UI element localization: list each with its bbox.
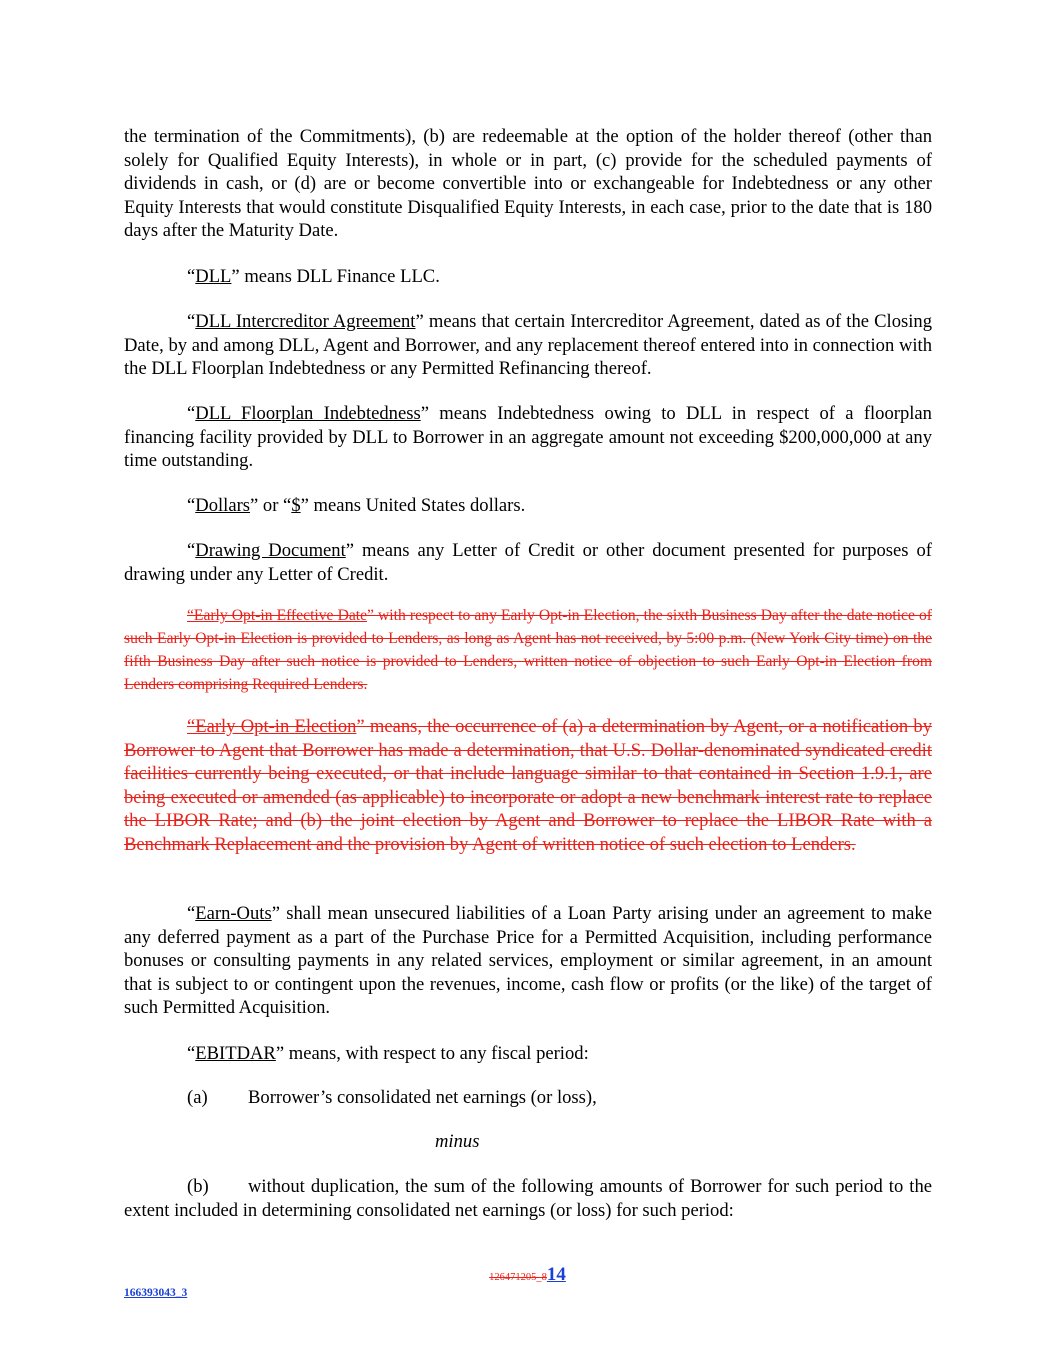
minus-operator: minus: [435, 1131, 480, 1152]
open-quote: “: [187, 266, 196, 287]
definition-drawing-document: “Drawing Document” means any Letter of Credit or other document presented for purposes of drawing under any Letter of Credit.: [124, 540, 932, 585]
defined-term: EBITDAR: [195, 1043, 276, 1064]
open-quote: “: [187, 495, 196, 516]
definition-early-opt-in-effective-date-deleted: “Early Opt-in Effective Date” with respect to any Early Opt-in Election, the sixth Business Day after the date notice of such Early Opt-in Election is provided to Lenders, as long as Agent has not received, by 5:00 p.m. (New York City time) on the fifth Business Day after such notice is provided to Lenders, written notice of objection to such Early Opt-in Election from Lenders comprising Required Lenders.: [124, 607, 932, 693]
open-quote: “: [187, 1043, 196, 1064]
defined-term: “Early Opt-in Effective Date: [187, 607, 368, 624]
defined-term: DLL Intercreditor Agreement: [195, 311, 416, 332]
defined-term: Earn-Outs: [195, 903, 272, 924]
list-label: (b): [187, 1176, 209, 1197]
definition-earn-outs: “Earn-Outs” shall mean unsecured liabilities of a Loan Party arising under an agreement to make any deferred payment as a part of the Purchase Price for a Permitted Acquisition, including performance bonuses or consulting payments in any related services, employment or similar agreement, in an amount that is subject to or contingent upon the revenues, income, cash flow or profits (or the like) of the target of such Permitted Acquisition.: [124, 903, 932, 1019]
open-quote: “: [187, 403, 196, 424]
definition-dll: “DLL” means DLL Finance LLC.: [187, 266, 440, 287]
definition-dollars: “Dollars” or “$” means United States dollars.: [187, 495, 526, 516]
list-label: (a): [187, 1087, 208, 1108]
definition-ebitdar: “EBITDAR” means, with respect to any fiscal period:: [187, 1043, 589, 1064]
definition-dll-floorplan-indebtedness: “DLL Floorplan Indebtedness” means Indebtedness owing to DLL in respect of a floorplan financing facility provided by DLL to Borrower in an aggregate amount not exceeding $200,000,000 at any time outstanding.: [124, 403, 932, 472]
new-page-number-inserted: 14: [546, 1264, 566, 1285]
paragraph-continuation: the termination of the Commitments), (b) are redeemable at the option of the holder thereof (other than solely for Qualified Equity Interests), in whole or in part, (c) provide for the scheduled payments of dividends in cash, or (d) are or become convertible into or exchangeable for Indebtedness or any other Equity Interests that would constitute Disqualified Equity Interests, in each case, prior to the date that is 180 days after the Maturity Date.: [124, 126, 932, 242]
open-quote: “: [187, 540, 196, 561]
defined-term: “Early Opt-in Election: [187, 716, 357, 737]
open-quote: “: [187, 903, 196, 924]
defined-term: DLL Floorplan Indebtedness: [195, 403, 421, 424]
list-item-a: (a) Borrower’s consolidated net earnings (or loss),: [187, 1087, 597, 1108]
open-quote: “: [187, 311, 196, 332]
definition-dll-intercreditor-agreement: “DLL Intercreditor Agreement” means that certain Intercreditor Agreement, dated as of the Closing Date, by and among DLL, Agent and Borrower, and any replacement thereof entered into in connection with the DLL Floorplan Indebtedness or any Permitted Refinancing thereof.: [124, 311, 932, 380]
list-item-b: (b) without duplication, the sum of the following amounts of Borrower for such period to the extent included in determining consolidated net earnings (or loss) for such period:: [124, 1176, 932, 1221]
document-id: 166393043_3: [124, 1287, 188, 1299]
definition-early-opt-in-election-deleted: “Early Opt-in Election” means, the occurrence of (a) a determination by Agent, or a notification by Borrower to Agent that Borrower has made a determination, that U.S. Dollar-denominated syndicated credit facilities currently being executed, or that include language similar to that contained in Section 1.9.1, are being executed or amended (as applicable) to incorporate or adopt a new benchmark interest rate to replace the LIBOR Rate; and (b) the joint election by Agent and Borrower to replace the LIBOR Rate with a Benchmark Replacement and the provision by Agent of written notice of such election to Lenders.: [124, 716, 932, 855]
defined-term: Dollars: [195, 495, 251, 516]
page-number: [0, 1264, 1055, 1286]
defined-term: $: [291, 495, 301, 516]
old-page-number-deleted: 126471205_8: [489, 1272, 547, 1283]
defined-term: Drawing Document: [195, 540, 346, 561]
defined-term: DLL: [195, 266, 232, 287]
